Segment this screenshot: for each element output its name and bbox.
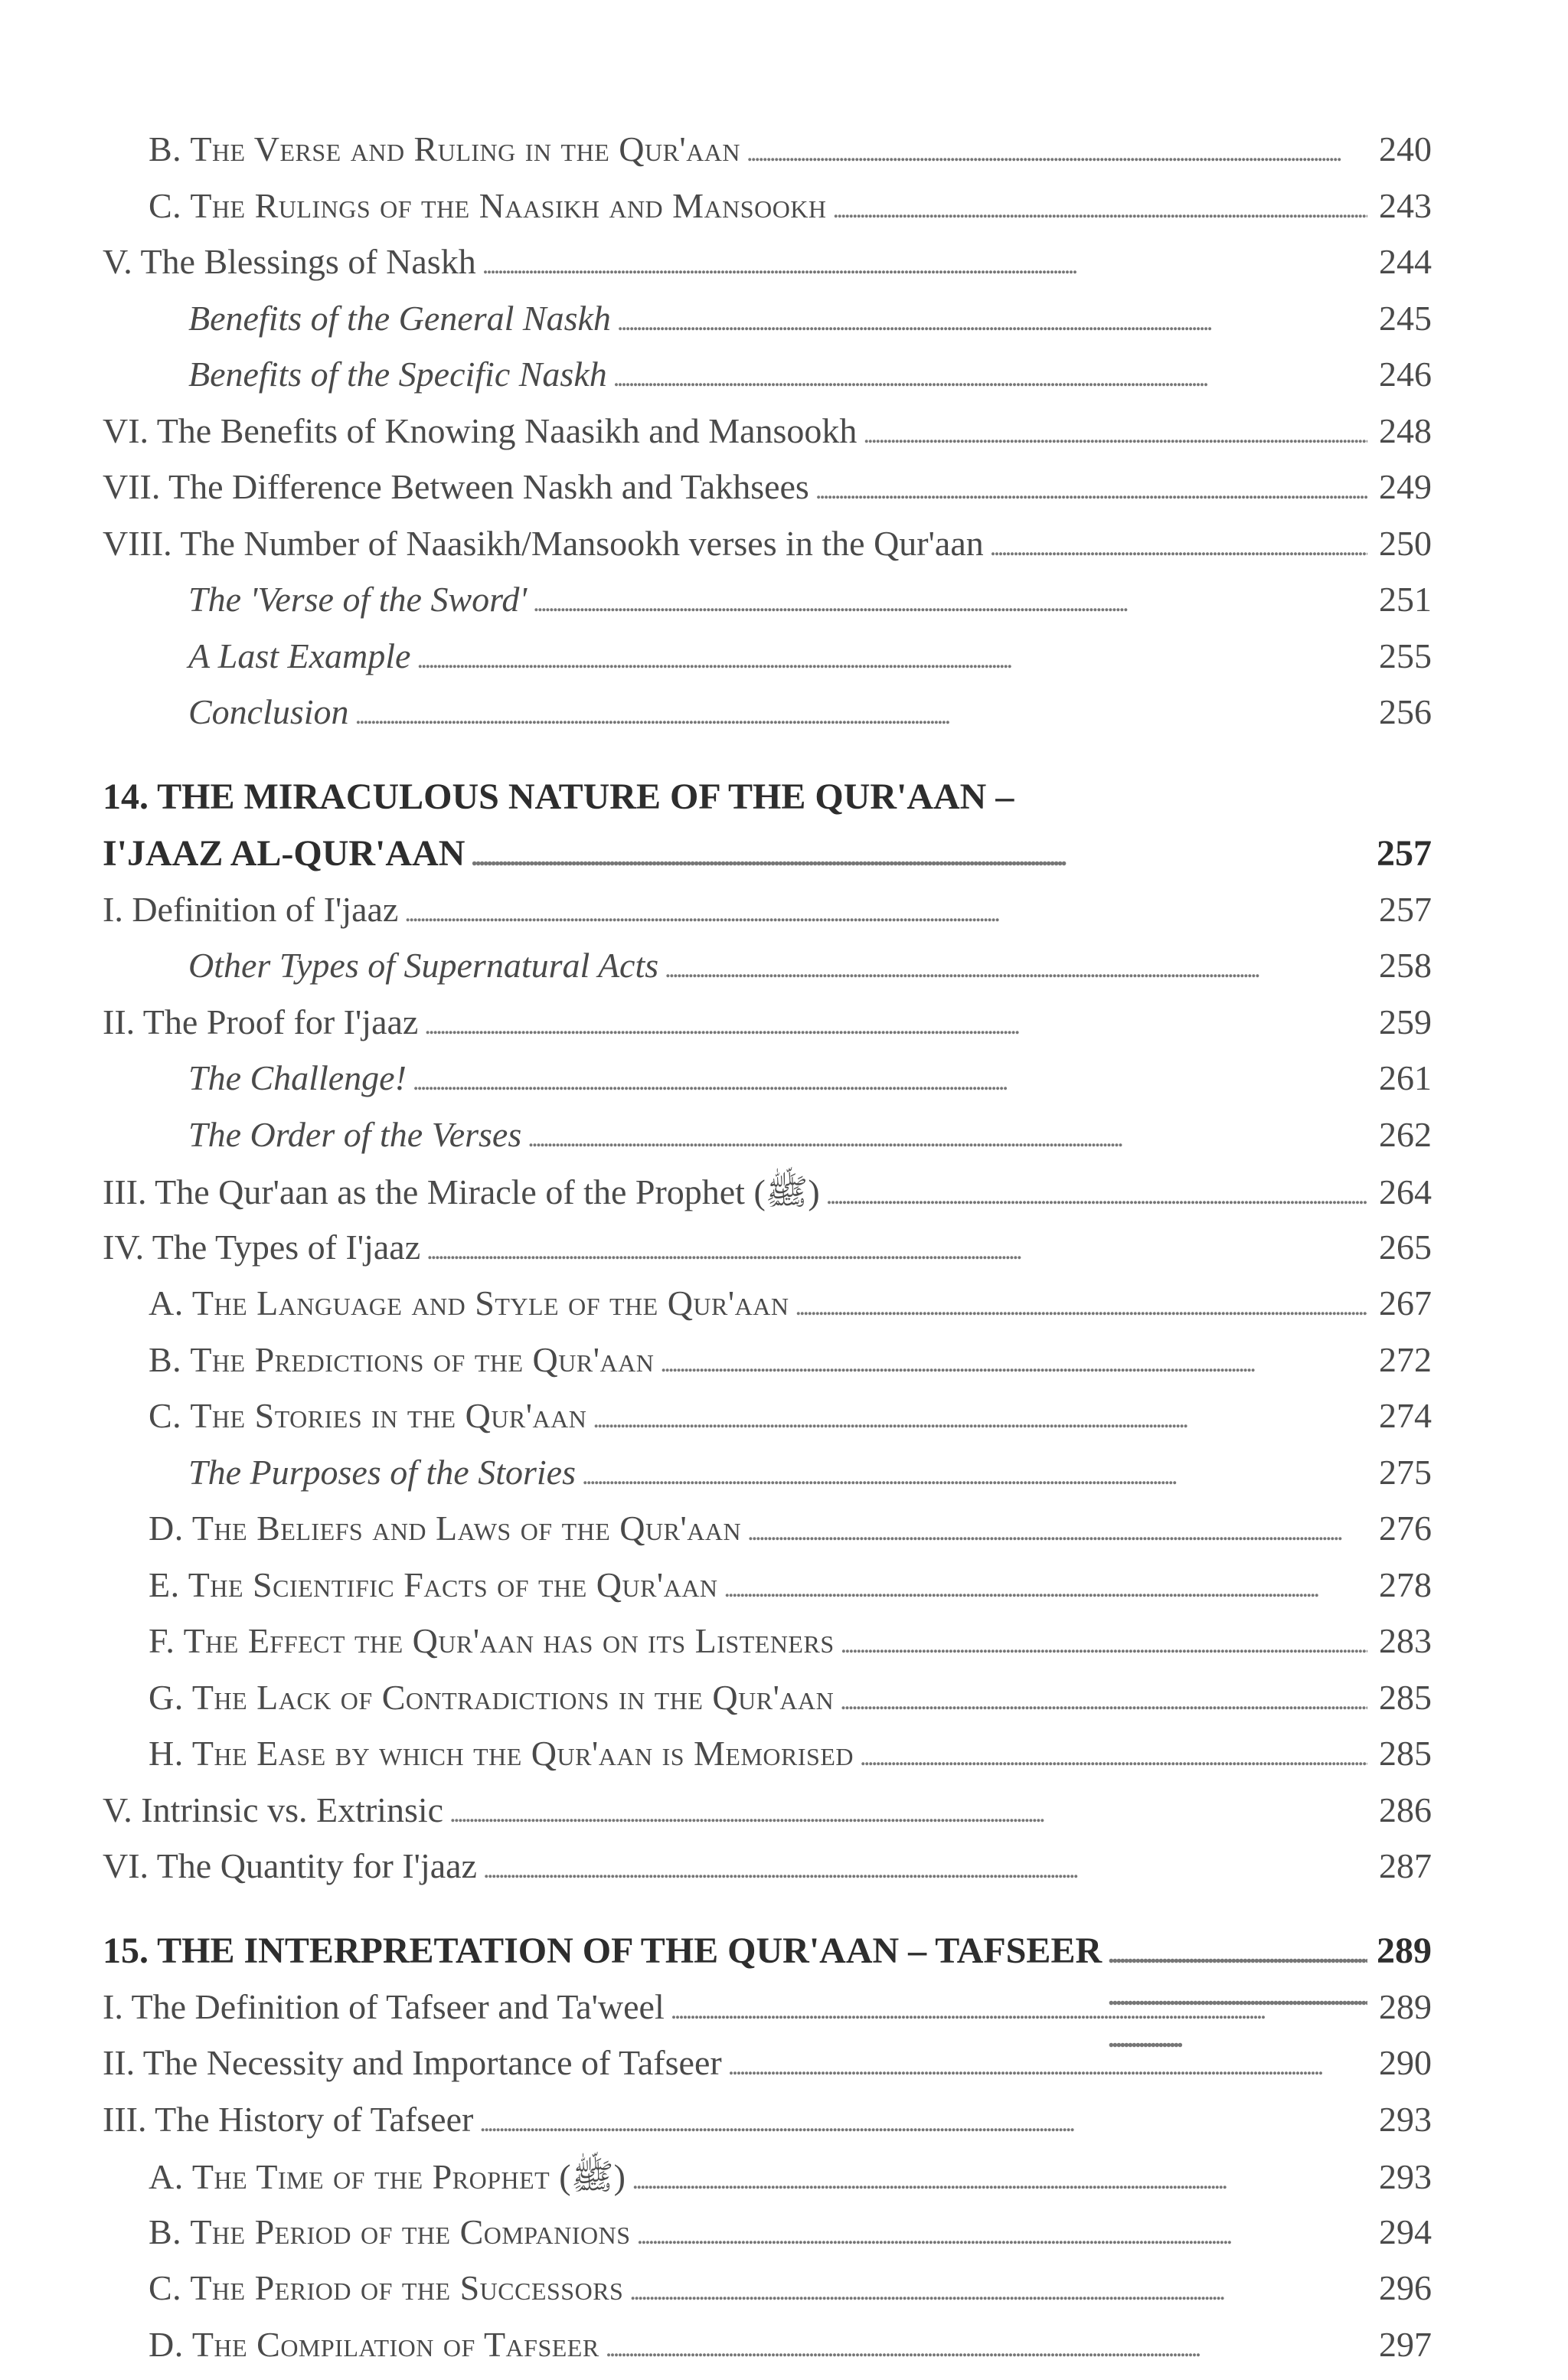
chapter-14-heading-line2[interactable] (103, 832, 1432, 889)
dot-leader (613, 354, 1367, 394)
dot-leader (426, 1227, 1367, 1267)
toc-entry-title: The Challenge! (188, 1058, 407, 1098)
dot-leader (482, 241, 1367, 282)
toc-group-13 (103, 129, 1432, 748)
toc-entry-title: I. The Definition of Tafseer and Ta'weel (103, 1986, 665, 2027)
dot-leader (747, 1508, 1367, 1548)
chapter-14-title-line1: 14. THE MIRACULOUS NATURE OF THE QUR'AAN – (103, 776, 1014, 818)
toc-entry[interactable] (103, 1114, 1432, 1171)
toc-entry-page: 259 (1372, 1002, 1432, 1042)
toc-entry-title: H. The Ease by which the Qur'aan is Memorised (149, 1733, 854, 1774)
dot-leader (593, 1395, 1367, 1436)
toc-entry-title: Other Types of Supernatural Acts (188, 945, 658, 986)
toc-entry-page: 245 (1372, 298, 1432, 338)
toc-entry[interactable] (103, 1339, 1432, 1396)
toc-entry-page: 244 (1372, 241, 1432, 282)
toc-entry-title: VI. The Benefits of Knowing Naasikh and Mansookh (103, 410, 857, 451)
toc-entry[interactable] (103, 1002, 1432, 1058)
toc-entry-page: 274 (1372, 1395, 1432, 1436)
toc-entry-page: 278 (1372, 1564, 1432, 1605)
dot-leader (479, 2099, 1367, 2140)
toc-entry-title: The 'Verse of the Sword' (188, 579, 527, 620)
toc-entry-title: II. The Necessity and Importance of Tafseer (103, 2042, 722, 2083)
toc-entry-title: D. The Beliefs and Laws of the Qur'aan (149, 1508, 741, 1548)
toc-entry-title: The Purposes of the Stories (188, 1452, 576, 1492)
dot-leader (826, 1172, 1367, 1212)
dot-leader (424, 1002, 1367, 1042)
toc-entry[interactable] (103, 2267, 1432, 2324)
toc-entry[interactable] (103, 2155, 1432, 2212)
toc-entry[interactable] (103, 298, 1432, 355)
toc-entry[interactable] (103, 2042, 1432, 2099)
chapter-15-page: 289 (1372, 1930, 1432, 1972)
toc-entry[interactable] (103, 1058, 1432, 1114)
toc-entry-page: 294 (1372, 2212, 1432, 2252)
dot-leader (533, 579, 1367, 620)
toc-entry[interactable] (103, 523, 1432, 580)
toc-entry-title: Benefits of the Specific Naskh (188, 354, 607, 394)
table-of-contents (103, 129, 1432, 2380)
toc-entry-page: 286 (1372, 1790, 1432, 1830)
toc-entry[interactable] (103, 466, 1432, 523)
toc-entry[interactable] (103, 410, 1432, 467)
toc-entry-page: 240 (1372, 129, 1432, 169)
dot-leader (724, 1564, 1367, 1605)
toc-entry[interactable] (103, 1733, 1432, 1790)
toc-entry-page: 276 (1372, 1508, 1432, 1548)
dot-leader (404, 889, 1367, 930)
dot-leader (449, 1790, 1367, 1830)
toc-entry[interactable] (103, 1395, 1432, 1452)
dot-leader (746, 129, 1367, 169)
toc-entry[interactable] (103, 1452, 1432, 1509)
chapter-14-page: 257 (1372, 832, 1432, 875)
toc-entry[interactable] (103, 691, 1432, 748)
toc-entry-page: 267 (1372, 1283, 1432, 1323)
dot-leader (606, 2324, 1367, 2365)
toc-entry-title: VII. The Difference Between Naskh and Takhsees (103, 466, 809, 507)
toc-entry-title: I. Definition of I'jaaz (103, 889, 398, 930)
toc-entry[interactable] (103, 129, 1432, 185)
toc-entry-page: 257 (1372, 889, 1432, 930)
dot-leader (815, 466, 1367, 507)
dot-leader (632, 2156, 1367, 2197)
toc-entry-title: VIII. The Number of Naasikh/Mansookh verses in the Qur'aan (103, 523, 984, 564)
dot-leader (660, 1339, 1367, 1380)
toc-entry-page: 265 (1372, 1227, 1432, 1267)
toc-entry[interactable] (103, 579, 1432, 636)
chapter-15-title: 15. THE INTERPRETATION OF THE QUR'AAN – TAFSEER (103, 1930, 1102, 1972)
toc-entry[interactable] (103, 1170, 1432, 1227)
dot-leader (582, 1452, 1367, 1492)
toc-entry-page: 293 (1372, 2099, 1432, 2140)
toc-entry[interactable] (103, 889, 1432, 946)
toc-entry-title: VI. The Quantity for I'jaaz (103, 1845, 477, 1886)
toc-entry-title: IV. The Types of I'jaaz (103, 1227, 420, 1267)
toc-entry-page: 262 (1372, 1114, 1432, 1155)
toc-entry-page: 256 (1372, 691, 1432, 732)
toc-entry[interactable] (103, 241, 1432, 298)
toc-entry[interactable] (103, 1227, 1432, 1283)
dot-leader (413, 1058, 1367, 1098)
toc-entry-title: Conclusion (188, 691, 349, 732)
dot-leader (841, 1620, 1367, 1661)
toc-entry-title: Benefits of the General Naskh (188, 298, 611, 338)
dot-leader (471, 832, 1367, 875)
dot-leader (833, 185, 1367, 226)
dot-leader (990, 523, 1367, 564)
toc-entry[interactable] (103, 945, 1432, 1002)
toc-entry-title: II. The Proof for I'jaaz (103, 1002, 418, 1042)
toc-entry-title: B. The Predictions of the Qur'aan (149, 1339, 654, 1380)
toc-entry-page: 290 (1372, 2042, 1432, 2083)
toc-entry[interactable] (103, 2099, 1432, 2156)
dot-leader (671, 1986, 1367, 2027)
toc-entry-title: C. The Period of the Successors (149, 2267, 623, 2308)
toc-entry-page: 285 (1372, 1733, 1432, 1774)
toc-entry[interactable] (103, 1845, 1432, 1902)
toc-entry-page: 249 (1372, 466, 1432, 507)
dot-leader (840, 1677, 1367, 1718)
toc-entry-page: 248 (1372, 410, 1432, 451)
toc-group-15 (103, 1986, 1432, 2380)
dot-leader (483, 1845, 1367, 1886)
dot-leader (629, 2267, 1367, 2308)
section-gap (103, 748, 1432, 776)
toc-entry-title: A. The Language and Style of the Qur'aan (149, 1283, 789, 1323)
toc-entry-page: 264 (1372, 1172, 1432, 1212)
toc-entry-title: F. The Effect the Qur'aan has on its Listeners (149, 1620, 835, 1661)
toc-entry[interactable] (103, 636, 1432, 692)
dot-leader (863, 410, 1367, 451)
dot-leader (617, 298, 1367, 338)
toc-entry-page: 261 (1372, 1058, 1432, 1098)
toc-entry[interactable] (103, 2324, 1432, 2380)
toc-entry-page: 283 (1372, 1620, 1432, 1661)
dot-leader (637, 2212, 1367, 2252)
toc-entry-page: 296 (1372, 2267, 1432, 2308)
toc-entry-page: 255 (1372, 636, 1432, 676)
toc-entry-page: 272 (1372, 1339, 1432, 1380)
toc-entry-title: III. The History of Tafseer (103, 2099, 473, 2140)
toc-entry-page: 251 (1372, 579, 1432, 620)
toc-group-14 (103, 889, 1432, 1902)
toc-entry-page: 297 (1372, 2324, 1432, 2365)
chapter-14-title-line2: I'JAAZ AL-QUR'AAN (103, 832, 465, 875)
toc-entry-title: The Order of the Verses (188, 1114, 521, 1155)
dot-leader (528, 1114, 1367, 1155)
toc-entry[interactable] (103, 1283, 1432, 1339)
dot-leader (416, 636, 1367, 676)
toc-entry-title: G. The Lack of Contradictions in the Qur'aan (149, 1677, 834, 1718)
toc-entry-title: D. The Compilation of Tafseer (149, 2324, 599, 2365)
toc-entry[interactable] (103, 1564, 1432, 1621)
toc-entry[interactable] (103, 1508, 1432, 1564)
section-gap (103, 1902, 1432, 1930)
toc-entry-title: C. The Rulings of the Naasikh and Mansookh (149, 185, 827, 226)
dot-leader (355, 691, 1367, 732)
chapter-14-heading-line1 (103, 776, 1432, 832)
toc-entry-title: V. The Blessings of Naskh (103, 241, 476, 282)
dot-leader (860, 1733, 1367, 1774)
toc-entry-page: 289 (1372, 1986, 1432, 2027)
toc-entry-page: 250 (1372, 523, 1432, 564)
toc-entry[interactable] (103, 354, 1432, 410)
dot-leader (665, 945, 1367, 986)
toc-entry-title: A Last Example (188, 636, 410, 676)
toc-entry[interactable] (103, 1620, 1432, 1677)
toc-entry-title: B. The Period of the Companions (149, 2212, 631, 2252)
dot-leader (728, 2042, 1367, 2083)
dot-leader (795, 1283, 1367, 1323)
toc-entry-title: A. The Time of the Prophet (ﷺ) (149, 2155, 626, 2206)
toc-entry-page: 246 (1372, 354, 1432, 394)
toc-entry-page: 258 (1372, 945, 1432, 986)
toc-entry[interactable] (103, 2212, 1432, 2268)
toc-entry[interactable] (103, 1790, 1432, 1846)
toc-entry-page: 285 (1372, 1677, 1432, 1718)
toc-entry-page: 275 (1372, 1452, 1432, 1492)
toc-entry[interactable] (103, 185, 1432, 242)
toc-entry-title: B. The Verse and Ruling in the Qur'aan (149, 129, 740, 169)
toc-entry-title: C. The Stories in the Qur'aan (149, 1395, 586, 1436)
toc-entry-title: E. The Scientific Facts of the Qur'aan (149, 1564, 718, 1605)
toc-entry-title: III. The Qur'aan as the Miracle of the Prophet (ﷺ) (103, 1170, 820, 1221)
toc-entry-title: V. Intrinsic vs. Extrinsic (103, 1790, 443, 1830)
toc-entry-page: 243 (1372, 185, 1432, 226)
toc-entry[interactable] (103, 1677, 1432, 1734)
toc-entry-page: 287 (1372, 1845, 1432, 1886)
chapter-15-heading[interactable] (103, 1930, 1432, 1986)
toc-entry-page: 293 (1372, 2156, 1432, 2197)
